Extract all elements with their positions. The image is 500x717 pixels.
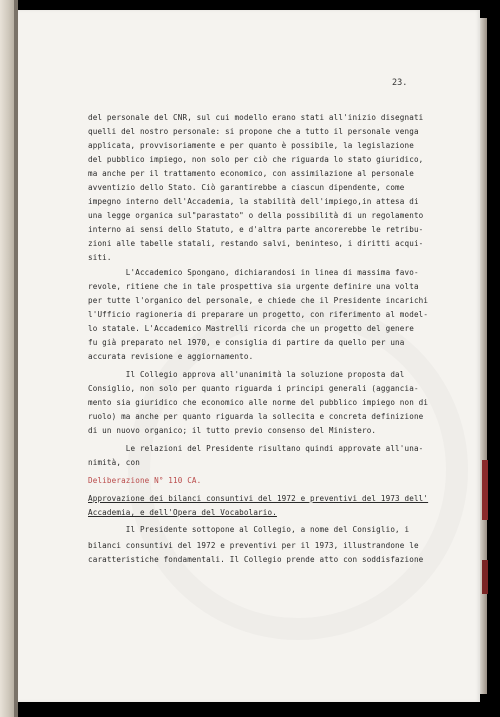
text-line: una legge organica sul"parastato" o della possibilità di un regolamento	[88, 211, 424, 220]
text-line: del personale del CNR, sul cui modello erano stati all'inizio disegnati	[88, 113, 424, 122]
text-line: ruolo) ma anche per quanto riguarda la sollecita e concreta definizione	[88, 412, 424, 421]
text-line: siti.	[88, 253, 112, 262]
text-line: lo statale. L'Accademico Mastrelli ricorda che un progetto del genere	[88, 324, 414, 333]
text-line: nimità, con	[88, 458, 140, 467]
text-line: zioni alle tabelle statali, restando salvi, beninteso, i diritti acqui-	[88, 239, 424, 248]
text-line: del pubblico impiego, non solo per ciò che riguarda lo stato giuridico,	[88, 155, 424, 164]
text-line: l'Ufficio ragioneria di preparare un progetto, con riferimento al model-	[88, 310, 429, 319]
text-line: revole, ritiene che in tale prospettiva sia urgente definire una volta	[88, 282, 419, 291]
text-line: Accademia, e dell'Opera del Vocabolario.	[88, 508, 277, 517]
watermark-seal	[128, 300, 468, 640]
text-line: per tutte l'organico del personale, e chiede che il Presidente incarichi	[88, 296, 429, 305]
text-line: Il Presidente sottopone al Collegio, a nome del Consiglio, i	[88, 525, 410, 534]
text-line: impegno interno dell'Accademia, la stabilità dell'impiego,in attesa di	[88, 197, 419, 206]
text-line: di un nuovo organico; il tutto previo consenso del Ministero.	[88, 426, 377, 435]
text-line: bilanci consuntivi del 1972 e preventivi per il 1973, illustrandone le	[88, 541, 419, 550]
text-line: Consiglio, non solo per quanto riguarda i principi generali (aggancia-	[88, 384, 419, 393]
text-line: fu già preparato nel 1970, e consiglia di partire da quello per una	[88, 338, 405, 347]
text-line: Approvazione dei bilanci consuntivi del 1972 e preventivi del 1973 dell'	[88, 494, 429, 503]
text-line: accurata revisione e aggiornamento.	[88, 352, 254, 361]
book-spine	[0, 0, 14, 717]
page-tab-marker	[482, 560, 488, 594]
text-line: L'Accademico Spongano, dichiarandosi in linea di massima favo-	[88, 268, 419, 277]
text-line: caratteristiche fondamentali. Il Collegio prende atto con soddisfazione	[88, 555, 424, 564]
text-line: interno ai sensi dello Statuto, e d'altra parte ancorerebbe le retribu-	[88, 225, 424, 234]
text-line: mento sia giuridico che economico alle norme del pubblico impiego non di	[88, 398, 429, 407]
text-line: avventizio dello Stato. Ciò garantirebbe a ciascun dipendente, come	[88, 183, 405, 192]
text-line: ma anche per il trattamento economico, con assimilazione al personale	[88, 169, 414, 178]
text-line: quelli del nostro personale: si propone che a tutto il personale venga	[88, 127, 419, 136]
text-line: Deliberazione N° 110 CA.	[88, 476, 202, 485]
page-number: 23.	[392, 78, 408, 88]
text-line: Le relazioni del Presidente risultano quindi approvate all'una-	[88, 444, 424, 453]
text-line: applicata, provvisoriamente e per quanto è possibile, la legislazione	[88, 141, 414, 150]
page-tab-marker	[482, 460, 488, 520]
text-line: Il Collegio approva all'unanimità la soluzione proposta dal	[88, 370, 405, 379]
